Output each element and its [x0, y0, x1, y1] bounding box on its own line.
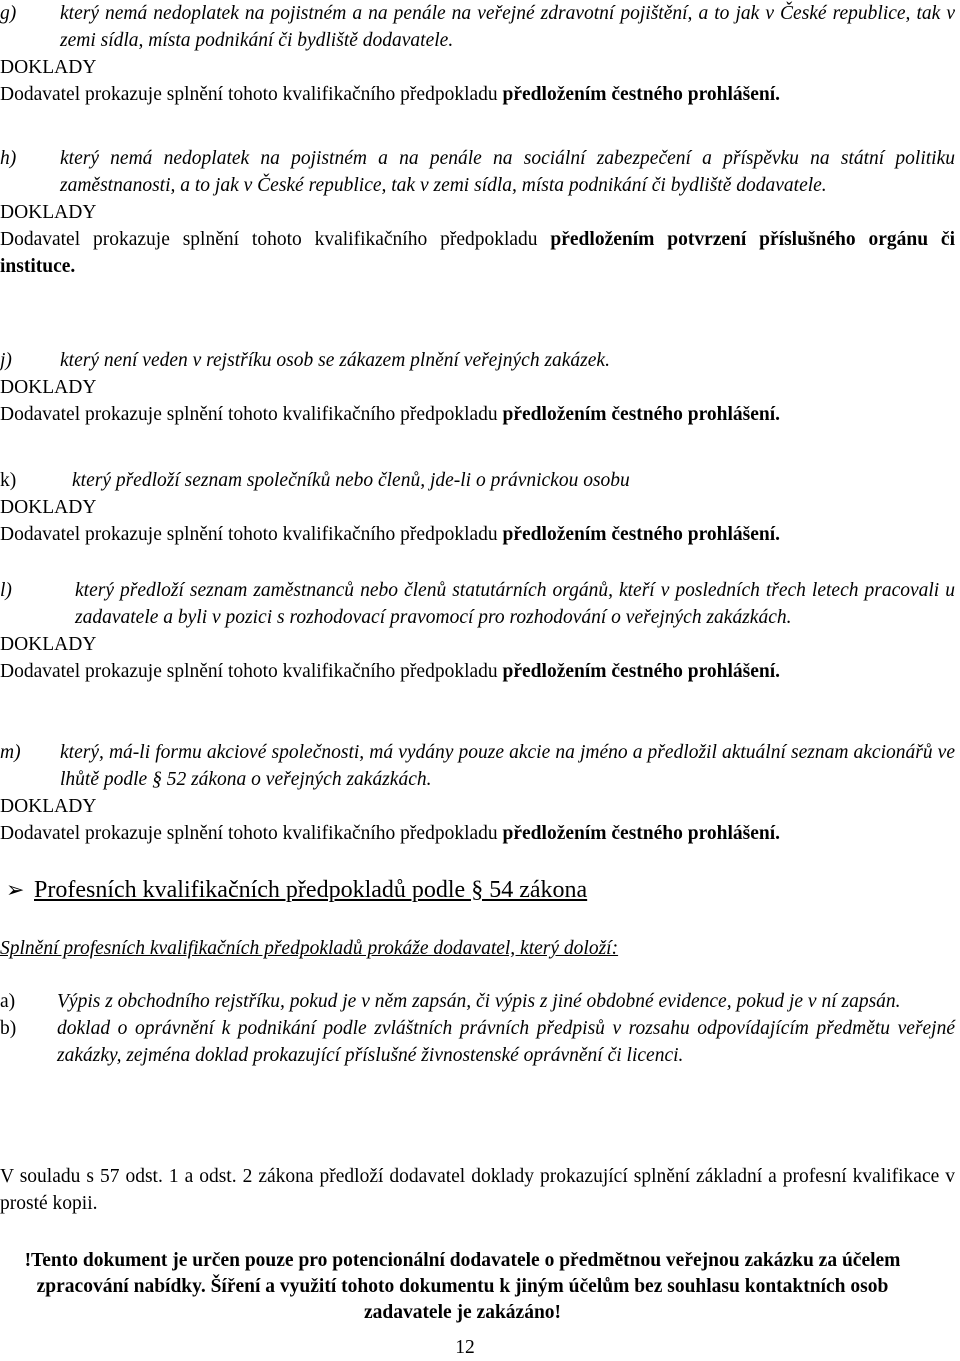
requirement-item: [0, 0, 955, 54]
doklady-label: DOKLADY: [0, 796, 97, 817]
section-heading-text: Profesních kvalifikačních předpokladů podle § 54 zákona: [34, 877, 588, 903]
requirement-l: [0, 577, 955, 685]
item-text: který předloží seznam společníků nebo členů, jde-li o právnickou osobu: [72, 470, 630, 491]
doklady-label: DOKLADY: [0, 202, 97, 223]
arrow-bullet-icon: ➢: [6, 877, 25, 902]
proof-text: Dodavatel prokazuje splnění tohoto kvalifikačního předpokladu předložením potvrzení příslušného orgánu či instituce.: [0, 229, 955, 277]
item-text: který není veden v rejstříku osob se zákazem plnění veřejných zakázek.: [60, 350, 610, 371]
requirement-item-b: [0, 1015, 955, 1069]
requirement-k: [0, 467, 955, 548]
requirement-h: [0, 145, 955, 280]
item-label: m): [0, 742, 21, 763]
requirement-item: [0, 739, 955, 793]
section-intro-text: Splnění profesních kvalifikačních předpokladů prokáže dodavatel, který doloží:: [0, 938, 619, 959]
item-text: který nemá nedoplatek na pojistném a na penále na veřejné zdravotní pojištění, a to jak v České republice, tak v zemi sídla, místa podnikání či bydliště dodavatele.: [60, 3, 955, 51]
proof-text: Dodavatel prokazuje splnění tohoto kvalifikačního předpokladu předložením čestného prohlášení.: [0, 823, 781, 844]
requirement-item: [0, 467, 955, 494]
item-text: doklad o oprávnění k podnikání podle zvláštních právních předpisů v rozsahu odpovídajícím předmětu veřejné zakázky, zejména doklad prokazující příslušné živnostenské oprávnění či licenci.: [57, 1018, 955, 1066]
proof-text: Dodavatel prokazuje splnění tohoto kvalifikačního předpokladu předložením čestného prohlášení.: [0, 524, 781, 545]
proof-text: Dodavatel prokazuje splnění tohoto kvalifikačního předpokladu předložením čestného prohlášení.: [0, 84, 781, 105]
item-label: g): [0, 3, 17, 24]
item-label: h): [0, 148, 17, 169]
item-text: který nemá nedoplatek na pojistném a na penále na sociální zabezpečení a příspěvku na státní politiku zaměstnanosti, a to jak v České republice, tak v zemi sídla, místa podnikání či bydliště dodavatele.: [60, 148, 955, 196]
item-text: který předloží seznam zaměstnanců nebo členů statutárních orgánů, kteří v posledních třech letech pracovali u zadavatele a byli v pozici s rozhodovací pravomocí pro rozhodování o veřejných zakázkách.: [75, 580, 955, 628]
professional-requirements: [0, 988, 955, 1069]
section-heading: [0, 875, 955, 905]
closing-paragraph: V souladu s 57 odst. 1 a odst. 2 zákona předloží dodavatel doklady prokazující splnění základní a profesní kvalifikace v prosté kopii.: [0, 1166, 955, 1214]
requirement-item: [0, 145, 955, 199]
requirement-item: [0, 347, 955, 374]
item-label: k): [0, 470, 17, 491]
requirement-g: [0, 0, 955, 108]
page-number: 12: [455, 1337, 475, 1358]
proof-text: Dodavatel prokazuje splnění tohoto kvalifikačního předpokladu předložením čestného prohlášení.: [0, 661, 781, 682]
requirement-item: [0, 577, 955, 631]
section-intro: [0, 935, 955, 962]
doklady-label: DOKLADY: [0, 377, 97, 398]
item-label: l): [0, 580, 12, 601]
doklady-label: DOKLADY: [0, 57, 97, 78]
requirement-item-a: [0, 988, 955, 1015]
item-label: j): [0, 350, 12, 371]
item-label: a): [0, 991, 16, 1012]
doklady-label: DOKLADY: [0, 497, 97, 518]
usage-notice: !Tento dokument je určen pouze pro potencionální dodavatele o předmětnou veřejnou zakázku za účelem zpracování nabídky. Šíření a využití tohoto dokumentu k jiným účelům bez souhlasu kontaktních osob zadavatele je zakázáno!: [24, 1250, 901, 1323]
item-label: b): [0, 1018, 17, 1039]
item-text: Výpis z obchodního rejstříku, pokud je v něm zapsán, či výpis z jiné obdobné evidence, pokud je v ní zapsán.: [57, 991, 901, 1012]
requirement-j: [0, 347, 955, 428]
proof-text: Dodavatel prokazuje splnění tohoto kvalifikačního předpokladu předložením čestného prohlášení.: [0, 404, 781, 425]
item-text: který, má-li formu akciové společnosti, má vydány pouze akcie na jméno a předložil aktuální seznam akcionářů ve lhůtě podle § 52 zákona o veřejných zakázkách.: [60, 742, 955, 790]
doklady-label: DOKLADY: [0, 634, 97, 655]
requirement-m: [0, 739, 955, 847]
